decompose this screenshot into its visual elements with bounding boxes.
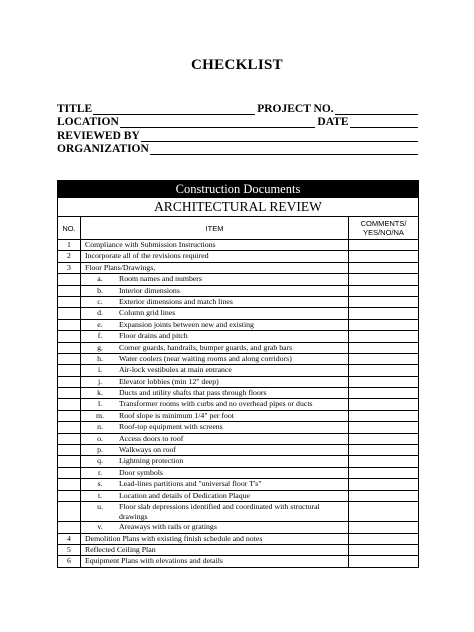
row-item-text: Floor slab depressions identified and coordinated with structural drawings: [119, 501, 320, 521]
row-comments-field[interactable]: [349, 556, 418, 566]
row-comments-field[interactable]: [349, 320, 418, 330]
organization-row: [57, 142, 419, 156]
table-row: [58, 422, 418, 433]
row-item-text: Corner guards, handrails, bumper guards, and grab bars: [119, 342, 293, 352]
row-item: [81, 399, 349, 409]
row-number: 2: [58, 251, 81, 261]
row-comments-field[interactable]: [349, 365, 418, 375]
row-letter: v.: [97, 522, 103, 532]
row-comments-field[interactable]: [349, 434, 418, 444]
row-item: [81, 320, 349, 330]
row-letter: i.: [97, 365, 103, 375]
row-comments-field[interactable]: [349, 274, 418, 284]
row-item-text: Compliance with Submission Instructions: [85, 240, 216, 249]
table-row: [58, 545, 418, 556]
row-item: [81, 522, 349, 532]
row-item-text: Walkways on roof: [119, 445, 176, 455]
row-item-text: Incorporate all of the revisions required: [85, 251, 209, 261]
header-fields: [57, 101, 419, 155]
row-comments-field[interactable]: [349, 545, 418, 555]
table-body: [58, 240, 418, 567]
table-row: [58, 479, 418, 490]
row-item: [81, 388, 349, 398]
table-row: [58, 534, 418, 545]
row-item-text: Expansion joints between new and existing: [119, 319, 254, 329]
row-comments-field[interactable]: [349, 399, 418, 409]
row-comments-field[interactable]: [349, 534, 418, 544]
table-row: [58, 399, 418, 410]
row-item-text: Exterior dimensions and match lines: [119, 296, 233, 306]
project-no-field[interactable]: [335, 104, 418, 115]
row-number: [58, 468, 81, 478]
row-letter: b.: [97, 285, 103, 295]
table-row: [58, 263, 418, 274]
table-row: [58, 354, 418, 365]
date-field[interactable]: [350, 117, 418, 128]
row-letter: c.: [97, 296, 103, 306]
row-item-text: Reflected Ceiling Plan: [85, 544, 156, 554]
table-row: [58, 502, 418, 522]
row-item-text: Roof-top equipment with screens: [119, 422, 223, 432]
row-number: [58, 354, 81, 364]
row-number: [58, 377, 81, 387]
page-title: CHECKLIST: [191, 57, 283, 73]
row-comments-field[interactable]: [349, 502, 418, 521]
row-letter: o.: [97, 433, 103, 443]
row-letter: q.: [97, 456, 103, 466]
row-item-text: Equipment Plans with elevations and details: [85, 556, 223, 566]
row-item-text: Floor drains and pitch: [119, 331, 188, 341]
row-item: [81, 297, 349, 307]
row-number: [58, 286, 81, 296]
row-item: [81, 479, 349, 489]
table-row: [58, 445, 418, 456]
title-project-row: [57, 101, 419, 115]
row-comments-field[interactable]: [349, 422, 418, 432]
row-letter: t.: [97, 490, 103, 500]
row-item: [81, 468, 349, 478]
table-row: [58, 274, 418, 285]
table-row: [58, 343, 418, 354]
row-item: [81, 308, 349, 318]
row-number: [58, 320, 81, 330]
row-item: [81, 422, 349, 432]
row-comments-field[interactable]: [349, 491, 418, 501]
row-item-text: Column grid lines: [119, 308, 176, 318]
row-item-text: Demolition Plans with existing finish schedule and notes: [85, 533, 263, 543]
row-letter: a.: [97, 274, 103, 284]
table-row: [58, 491, 418, 502]
row-item-text: Elevator lobbies (min 12" deep): [119, 376, 219, 386]
row-number: [58, 491, 81, 501]
table-row: [58, 434, 418, 445]
row-item-text: Floor Plans/Drawings,: [85, 262, 156, 272]
reviewed-by-field[interactable]: [141, 131, 418, 142]
row-item: [81, 240, 349, 250]
row-number: [58, 365, 81, 375]
row-comments-field[interactable]: [349, 411, 418, 421]
row-number: [58, 456, 81, 466]
row-comments-field[interactable]: [349, 240, 418, 250]
row-number: [58, 411, 81, 421]
row-number: [58, 502, 81, 521]
project-no-label: PROJECT NO.: [257, 102, 334, 115]
col-header-no: NO.: [58, 217, 81, 239]
row-item: [81, 365, 349, 375]
table-row: [58, 365, 418, 376]
row-letter: j.: [97, 376, 103, 386]
row-item: [81, 545, 349, 555]
table-row: [58, 308, 418, 319]
row-letter: k.: [97, 388, 103, 398]
table-row: [58, 377, 418, 388]
row-number: [58, 388, 81, 398]
row-item: [81, 251, 349, 261]
row-letter: d.: [97, 308, 103, 318]
row-comments-field[interactable]: [349, 354, 418, 364]
row-comments-field[interactable]: [349, 297, 418, 307]
row-letter: g.: [97, 342, 103, 352]
table-row: [58, 411, 418, 422]
row-item: [81, 286, 349, 296]
row-comments-field[interactable]: [349, 377, 418, 387]
row-comments-field[interactable]: [349, 343, 418, 353]
row-letter: p.: [97, 445, 103, 455]
checklist-table: [57, 180, 419, 568]
row-letter: m.: [95, 410, 104, 420]
organization-label: ORGANIZATION: [57, 143, 149, 155]
row-item: [81, 411, 349, 421]
row-comments-field[interactable]: [349, 522, 418, 532]
row-comments-field[interactable]: [349, 263, 418, 273]
row-item-text: Lightning protection: [119, 456, 184, 466]
row-number: [58, 434, 81, 444]
row-letter: s.: [97, 479, 103, 489]
col-header-item: ITEM: [81, 217, 349, 239]
row-number: [58, 331, 81, 341]
row-item-text: Room names and numbers: [119, 274, 202, 284]
row-item-text: Air-lock vestibules at main entrance: [119, 365, 232, 375]
table-row: [58, 240, 418, 251]
date-label: DATE: [317, 116, 349, 128]
row-number: [58, 297, 81, 307]
row-item-text: Water coolers (near waiting rooms and along corridors): [119, 353, 292, 363]
row-comments-field[interactable]: [349, 445, 418, 455]
table-row: [58, 522, 418, 533]
col-header-comments: COMMENTS/ YES/NO/NA: [360, 219, 407, 237]
row-item: [81, 502, 349, 521]
location-date-row: [57, 115, 419, 129]
row-item: [81, 377, 349, 387]
location-label: LOCATION: [57, 116, 119, 128]
row-number: [58, 522, 81, 532]
row-item-text: Location and details of Dedication Plaque: [119, 490, 250, 500]
row-item: [81, 354, 349, 364]
table-row: [58, 331, 418, 342]
row-comments-field[interactable]: [349, 456, 418, 466]
row-item-text: Access doors to roof: [119, 433, 184, 443]
row-number: [58, 445, 81, 455]
row-number: 5: [58, 545, 81, 555]
row-letter: n.: [97, 422, 103, 432]
row-letter: e.: [97, 319, 103, 329]
section-header: Construction Documents: [58, 181, 418, 198]
title-label: TITLE: [57, 102, 93, 115]
row-item: [81, 263, 349, 273]
row-number: 3: [58, 263, 81, 273]
row-item: [81, 556, 349, 566]
row-number: [58, 422, 81, 432]
row-item-text: Roof slope is minimum 1/4" per foot: [119, 410, 234, 420]
table-row: [58, 388, 418, 399]
section-subtitle: ARCHITECTURAL REVIEW: [58, 198, 418, 217]
row-comments-field[interactable]: [349, 308, 418, 318]
row-item: [81, 434, 349, 444]
row-number: [58, 399, 81, 409]
row-item-text: Ducts and utility shafts that pass through floors: [119, 388, 267, 398]
row-item: [81, 456, 349, 466]
row-item: [81, 274, 349, 284]
row-comments-field[interactable]: [349, 468, 418, 478]
row-comments-field[interactable]: [349, 331, 418, 341]
row-item: [81, 445, 349, 455]
organization-field[interactable]: [150, 144, 418, 155]
table-row: [58, 320, 418, 331]
reviewed-by-label: REVIEWED BY: [57, 129, 140, 142]
table-header: [58, 217, 418, 240]
row-comments-field[interactable]: [349, 286, 418, 296]
table-row: [58, 456, 418, 467]
row-letter: f.: [97, 331, 103, 341]
row-item: [81, 343, 349, 353]
row-item-text: Interior dimensions: [119, 285, 180, 295]
table-row: [58, 251, 418, 262]
row-item: [81, 331, 349, 341]
row-number: 6: [58, 556, 81, 566]
row-item-text: Door symbols: [119, 467, 163, 477]
row-letter: r.: [97, 467, 103, 477]
row-number: [58, 274, 81, 284]
reviewed-by-row: [57, 128, 419, 142]
table-row: [58, 556, 418, 566]
row-item-text: Transformer rooms with curbs and no overhead pipes or ducts: [119, 399, 313, 409]
title-field[interactable]: [93, 104, 255, 115]
row-item: [81, 491, 349, 501]
row-item: [81, 534, 349, 544]
row-comments-field[interactable]: [349, 479, 418, 489]
row-item-text: Areaways with rails or gratings: [119, 522, 217, 532]
row-item-text: Lead-lines partitions and "universal floor T's": [119, 479, 262, 489]
table-row: [58, 468, 418, 479]
row-number: 4: [58, 534, 81, 544]
row-number: 1: [58, 240, 81, 250]
row-comments-field[interactable]: [349, 388, 418, 398]
table-row: [58, 297, 418, 308]
row-number: [58, 343, 81, 353]
location-field[interactable]: [120, 117, 316, 128]
table-row: [58, 286, 418, 297]
row-letter: h.: [97, 353, 103, 363]
row-letter: l.: [97, 399, 103, 409]
row-number: [58, 479, 81, 489]
row-comments-field[interactable]: [349, 251, 418, 261]
row-number: [58, 308, 81, 318]
row-letter: u.: [97, 501, 103, 511]
